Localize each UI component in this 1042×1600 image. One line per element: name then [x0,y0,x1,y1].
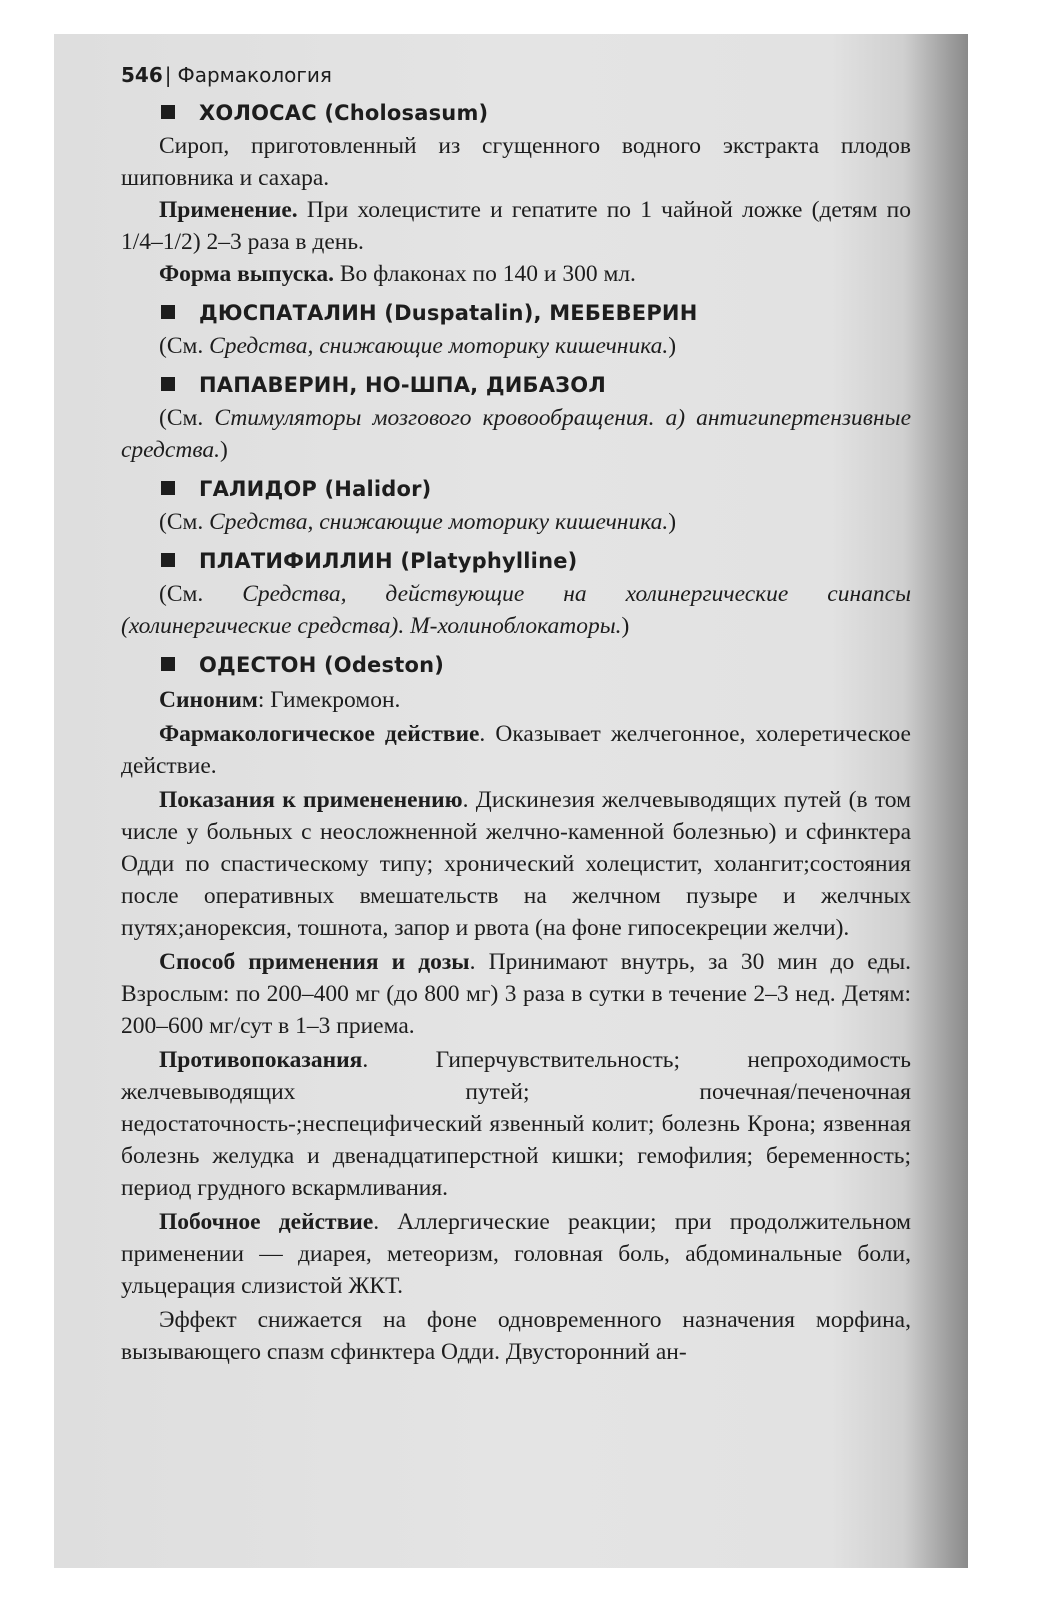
drug-entry [121,296,911,362]
section-label: Противопоказания [159,1047,363,1073]
page-number: 546 [121,63,163,87]
drug-heading-text: ОДЕСТОН (Odeston) [199,653,445,677]
see-reference-text: Средства, снижающие моторику кишечника. [209,333,669,359]
drug-heading-text: ПАПАВЕРИН, НО-ШПА, ДИБАЗОЛ [199,373,606,397]
drug-heading [121,648,911,682]
drug-heading [121,296,911,330]
section-punct: . [469,949,476,975]
section-punct: . [479,721,486,747]
square-bullet-icon [161,481,175,495]
section-text: Дискинезия желчевыводящих путей (в том числе у больных с неосложненной желчно-каменной болезнью) и сфинктера Одди по спастическому типу; хронический холецистит, холангит;состояния после оперативных вмешательств на желчном пузыре и желчных путях;анорексия, тошнота, запор и рвота (на фоне гипосекреции желчи). [121,787,911,941]
release-form-label: Форма выпуска. [159,261,334,287]
section-text: Оказывает желчегонное, холеретическое действие. [121,721,911,779]
see-reference-text: Средства, действующие на холинергические синапсы (холинергические средства). М-холиноблокаторы. [121,581,911,639]
drug-heading-text: ПЛАТИФИЛЛИН (Platyphylline) [199,549,578,573]
section-text: Гиперчувствительность; непроходимость желчевыводящих путей; почечная/печеночная недостаточность-;неспецифический язвенный колит; болезнь Крона; язвенная болезнь желудка и двенадцатиперстной кишки; гемофилия; беременность; период грудного вскармливания. [121,1047,911,1201]
section-label: Побочное действие [159,1209,374,1235]
release-form-paragraph [121,258,911,290]
section-text: Гимекромон. [264,687,401,713]
contraindications-paragraph [121,1044,911,1204]
running-head-separator: | [164,63,172,87]
square-bullet-icon [161,657,175,671]
drug-description: Сироп, приготовленный из сгущенного водного экстракта плодов шиповника и сахара. [121,133,911,191]
drug-heading [121,472,911,506]
running-head [121,58,911,92]
dosage-paragraph [121,946,911,1042]
dose-fraction: 1/2 [162,229,193,255]
book-title: Фармакология [177,63,332,87]
book-page [121,58,911,1374]
section-punct: . [373,1209,380,1235]
application-paragraph [121,194,911,258]
section-label: Фармакологическое действие [159,721,480,747]
drug-entry [121,472,911,538]
dose-fraction: 1/4 [121,229,152,255]
side-effects-paragraph [121,1206,911,1302]
section-label: Способ применения и дозы [159,949,470,975]
drug-heading-text: ДЮСПАТАЛИН (Duspatalin), МЕБЕВЕРИН [199,301,698,325]
drug-heading-text: ХОЛОСАС (Cholosasum) [199,101,489,125]
drug-heading [121,368,911,402]
application-text-end: ) 2–3 раза в день. [192,229,364,255]
pharmacological-action-paragraph [121,718,911,782]
drug-heading-text: ГАЛИДОР (Halidor) [199,477,432,501]
square-bullet-icon [161,377,175,391]
see-reference-text: Стимуляторы мозгового кровообращения. а) антигипертензивные средства. [121,405,911,463]
section-text: Принимают внутрь, за 30 мин до еды. Взрослым: по 200–400 мг (до 800 мг) 3 раза в сутки в течение 2–3 нед. Детям: 200–600 мг/сут в 1–3 приема. [121,949,911,1039]
see-suffix: ) [668,509,677,535]
section-label: Показания к примененению [159,787,463,813]
drug-heading [121,544,911,578]
drug-entry [121,96,911,290]
square-bullet-icon [161,553,175,567]
section-label: Синоним [159,687,258,713]
release-form-text: Во флаконах по 140 и 300 мл. [333,261,636,287]
application-label: Применение. [159,197,298,223]
see-reference-text: Средства, снижающие моторику кишечника. [209,509,669,535]
section-punct: : [257,687,265,713]
interactions-paragraph: Эффект снижается на фоне одновременного назначения морфина, вызывающего спазм сфинктера Одди. Двусторонний ан- [121,1307,911,1365]
see-suffix: ) [219,437,228,463]
section-punct: . [462,787,469,813]
section-text: Аллергические реакции; при продолжительном применении — диарея, метеоризм, головная боль, абдоминальные боли, ульцерация слизистой ЖКТ. [121,1209,912,1299]
see-prefix: (См. [159,405,215,431]
drug-heading [121,96,911,130]
synonym-paragraph [121,684,911,716]
section-punct: . [362,1047,369,1073]
dose-dash: – [151,229,163,255]
square-bullet-icon [161,305,175,319]
see-prefix: (См. [159,581,243,607]
cross-reference [121,330,911,362]
square-bullet-icon [161,105,175,119]
see-suffix: ) [668,333,677,359]
cross-reference [121,578,911,642]
see-prefix: (См. [159,333,210,359]
drug-entry [121,544,911,642]
cross-reference [121,402,911,466]
drug-entry [121,368,911,466]
cross-reference [121,506,911,538]
application-text: При холецистите и гепатите по 1 чайной ложке (детям по [297,197,911,223]
see-suffix: ) [621,613,630,639]
indications-paragraph [121,784,911,944]
drug-entry [121,648,911,1368]
see-prefix: (См. [159,509,210,535]
